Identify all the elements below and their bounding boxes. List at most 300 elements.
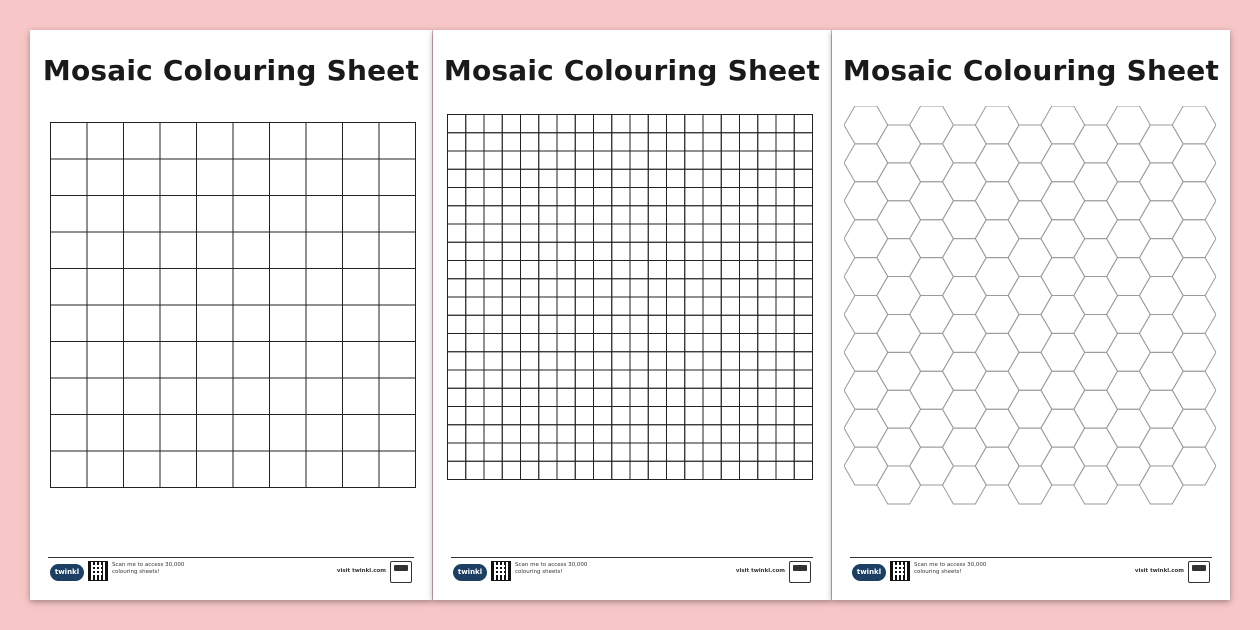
twinkl-logo: twinkl (852, 564, 886, 581)
grid-cell (197, 269, 234, 306)
grid-cell (630, 133, 648, 151)
hexagon-cell (877, 201, 921, 239)
qr-code-icon (491, 561, 511, 581)
grid-cell (612, 352, 630, 370)
grid-cell (794, 443, 812, 461)
hexagon-cell (1172, 106, 1216, 144)
grid-cell (594, 334, 612, 352)
hexagon-cell (942, 163, 986, 201)
grid-cell (630, 169, 648, 187)
grid-cell (521, 334, 539, 352)
grid-cell (667, 370, 685, 388)
grid-cell (233, 232, 270, 269)
grid-cell (87, 378, 124, 415)
colouring-sheet-large-squares (30, 30, 432, 600)
grid-cell (233, 342, 270, 379)
hexagon-cell (844, 409, 888, 447)
quality-badge-icon (390, 561, 412, 583)
grid-cell (575, 188, 593, 206)
grid-cell (776, 151, 794, 169)
hexagon-cell (844, 258, 888, 296)
grid-cell (685, 334, 703, 352)
grid-cell (466, 461, 484, 479)
grid-cell (794, 206, 812, 224)
grid-cell (484, 370, 502, 388)
hexagon-cell (942, 428, 986, 466)
grid-cell (448, 388, 466, 406)
grid-cell (466, 261, 484, 279)
grid-cell (630, 352, 648, 370)
grid-cell (594, 169, 612, 187)
grid-cell (197, 342, 234, 379)
grid-cell (124, 196, 161, 233)
grid-cell (594, 461, 612, 479)
grid-cell (124, 415, 161, 452)
grid-cell (502, 315, 520, 333)
grid-cell (667, 169, 685, 187)
grid-cell (160, 415, 197, 452)
hexagon-cell (1041, 333, 1085, 371)
grid-cell (521, 188, 539, 206)
grid-cell (575, 461, 593, 479)
grid-cell (448, 443, 466, 461)
hexagon-cell (1008, 428, 1052, 466)
hexagon-cell (1107, 447, 1151, 485)
hexagon-cell (1172, 447, 1216, 485)
grid-cell (484, 115, 502, 133)
quality-badge-icon (789, 561, 811, 583)
grid-cell (51, 232, 88, 269)
grid-cell (648, 443, 666, 461)
grid-cell (648, 151, 666, 169)
grid-cell (502, 334, 520, 352)
grid-cell (521, 242, 539, 260)
grid-cell (124, 123, 161, 160)
grid-cell (575, 133, 593, 151)
grid-cell (740, 315, 758, 333)
grid-cell (740, 443, 758, 461)
footer-promo-text: Scan me to access 30,000 colouring sheets! (914, 562, 987, 575)
grid-cell (87, 269, 124, 306)
grid-cell (484, 224, 502, 242)
grid-cell (502, 297, 520, 315)
hexagon-cell (1107, 106, 1151, 144)
grid-cell (51, 159, 88, 196)
grid-cell (648, 224, 666, 242)
grid-cell (630, 297, 648, 315)
hexagon-cell (910, 333, 954, 371)
grid-cell (343, 305, 380, 342)
grid-cell (667, 188, 685, 206)
grid-cell (197, 451, 234, 488)
grid-cell (87, 342, 124, 379)
grid-cell (539, 443, 557, 461)
quality-badge-icon (1188, 561, 1210, 583)
grid-cell (685, 407, 703, 425)
grid-cell (630, 334, 648, 352)
grid-cell (466, 352, 484, 370)
qr-code-icon (88, 561, 108, 581)
hexagon-cell (975, 333, 1019, 371)
grid-cell (466, 279, 484, 297)
grid-cell (794, 133, 812, 151)
grid-cell (51, 342, 88, 379)
grid-cell (758, 279, 776, 297)
grid-cell (87, 123, 124, 160)
grid-cell (448, 461, 466, 479)
grid-cell (539, 151, 557, 169)
grid-cell (343, 159, 380, 196)
grid-cell (594, 425, 612, 443)
hexagon-cell (1172, 371, 1216, 409)
grid-cell (721, 133, 739, 151)
grid-cell (575, 388, 593, 406)
hexagon-cell (1074, 314, 1118, 352)
grid-cell (484, 388, 502, 406)
grid-cell (539, 206, 557, 224)
grid-cell (160, 305, 197, 342)
hexagon-cell (910, 220, 954, 258)
grid-cell (502, 370, 520, 388)
hexagon-cell (877, 163, 921, 201)
grid-cell (594, 407, 612, 425)
grid-cell (758, 115, 776, 133)
sheet-footer (48, 557, 414, 586)
hexagon-cell (910, 371, 954, 409)
grid-cell (539, 388, 557, 406)
grid-cell (502, 242, 520, 260)
grid-cell (612, 297, 630, 315)
grid-cell (160, 378, 197, 415)
hexagon-cell (1172, 409, 1216, 447)
sheet-title: Mosaic Colouring Sheet (42, 54, 420, 87)
grid-cell (521, 224, 539, 242)
grid-cell (594, 388, 612, 406)
grid-cell (612, 188, 630, 206)
grid-cell (484, 169, 502, 187)
grid-cell (466, 425, 484, 443)
grid-cell (612, 370, 630, 388)
grid-cell (539, 188, 557, 206)
grid-cell (685, 206, 703, 224)
grid-cell (740, 425, 758, 443)
grid-cell (557, 315, 575, 333)
grid-cell (306, 415, 343, 452)
grid-cell (466, 407, 484, 425)
grid-cell (197, 123, 234, 160)
grid-cell (448, 334, 466, 352)
grid-cell (270, 196, 307, 233)
grid-cell (233, 159, 270, 196)
grid-cell (758, 425, 776, 443)
hexagon-cell (1139, 466, 1183, 504)
grid-cell (466, 370, 484, 388)
grid-cell (740, 206, 758, 224)
grid-cell (794, 261, 812, 279)
grid-cell (721, 370, 739, 388)
grid-cell (667, 297, 685, 315)
grid-cell (87, 232, 124, 269)
grid-cell (703, 297, 721, 315)
grid-cell (776, 425, 794, 443)
grid-cell (794, 407, 812, 425)
grid-cell (740, 407, 758, 425)
grid-cell (630, 206, 648, 224)
grid-cell (758, 261, 776, 279)
grid-cell (721, 242, 739, 260)
grid-cell (51, 378, 88, 415)
grid-cell (160, 451, 197, 488)
grid-cell (521, 407, 539, 425)
grid-cell (51, 305, 88, 342)
grid-cell (721, 261, 739, 279)
grid-cell (703, 370, 721, 388)
grid-cell (648, 133, 666, 151)
hexagon-cell (1172, 296, 1216, 334)
hexagon-cell (975, 220, 1019, 258)
grid-cell (484, 151, 502, 169)
footer-visit-link[interactable]: visit twinkl.com (735, 568, 785, 574)
grid-cell (685, 370, 703, 388)
hexagon-cell (1041, 182, 1085, 220)
grid-cell (630, 425, 648, 443)
footer-visit-link[interactable]: visit twinkl.com (1134, 568, 1184, 574)
grid-cell (502, 261, 520, 279)
grid-cell (484, 443, 502, 461)
grid-cell (703, 206, 721, 224)
grid-cell (466, 224, 484, 242)
grid-cell (740, 115, 758, 133)
hexagon-cell (1172, 258, 1216, 296)
sheet-footer (451, 557, 813, 586)
grid-cell (233, 451, 270, 488)
grid-cell (466, 188, 484, 206)
hexagon-cell (1074, 428, 1118, 466)
grid-cell (448, 315, 466, 333)
grid-cell (502, 188, 520, 206)
grid-cell (575, 169, 593, 187)
grid-cell (794, 151, 812, 169)
grid-cell (648, 242, 666, 260)
grid-cell (667, 261, 685, 279)
grid-cell (685, 297, 703, 315)
hexagon-cell (1074, 390, 1118, 428)
hexagon-cell (910, 296, 954, 334)
grid-cell (160, 196, 197, 233)
grid-cell (703, 334, 721, 352)
grid-cell (758, 151, 776, 169)
hexagon-cell (910, 144, 954, 182)
hexagon-cell (1008, 277, 1052, 315)
grid-cell (648, 370, 666, 388)
grid-cell (466, 242, 484, 260)
grid-cell (776, 443, 794, 461)
grid-cell (630, 115, 648, 133)
grid-cell (343, 196, 380, 233)
grid-cell (124, 269, 161, 306)
grid-cell (776, 352, 794, 370)
grid-cell (630, 224, 648, 242)
grid-cell (703, 443, 721, 461)
grid-cell (685, 315, 703, 333)
grid-cell (466, 133, 484, 151)
grid-cell (740, 352, 758, 370)
grid-cell (160, 342, 197, 379)
grid-cell (379, 342, 416, 379)
grid-cell (160, 159, 197, 196)
square-grid-10x10 (50, 122, 416, 488)
grid-cell (721, 297, 739, 315)
grid-cell (448, 261, 466, 279)
grid-cell (630, 188, 648, 206)
grid-cell (539, 334, 557, 352)
grid-cell (594, 352, 612, 370)
grid-cell (630, 370, 648, 388)
hexagon-cell (910, 447, 954, 485)
grid-cell (521, 115, 539, 133)
grid-cell (721, 115, 739, 133)
hexagon-cell (877, 390, 921, 428)
grid-cell (612, 388, 630, 406)
hexagon-cell (877, 277, 921, 315)
grid-cell (667, 151, 685, 169)
grid-cell (721, 169, 739, 187)
footer-visit-link[interactable]: visit twinkl.com (336, 568, 386, 574)
grid-cell (740, 461, 758, 479)
hexagon-cell (1139, 201, 1183, 239)
hexagon-cell (1074, 466, 1118, 504)
grid-cell (502, 407, 520, 425)
grid-cell (270, 451, 307, 488)
hexagon-cell (1172, 182, 1216, 220)
grid-cell (484, 297, 502, 315)
grid-cell (197, 378, 234, 415)
grid-cell (521, 388, 539, 406)
grid-cell (758, 388, 776, 406)
hexagon-cell (1041, 144, 1085, 182)
grid-cell (379, 159, 416, 196)
grid-cell (233, 269, 270, 306)
grid-cell (703, 425, 721, 443)
hexagon-cell (942, 125, 986, 163)
grid-cell (484, 133, 502, 151)
grid-cell (740, 388, 758, 406)
grid-cell (721, 279, 739, 297)
grid-cell (233, 305, 270, 342)
grid-cell (306, 123, 343, 160)
hexagon-cell (1139, 277, 1183, 315)
grid-cell (758, 242, 776, 260)
grid-cell (160, 232, 197, 269)
grid-cell (557, 297, 575, 315)
grid-cell (648, 297, 666, 315)
hexagon-cell (910, 106, 954, 144)
hexagon-cell (1008, 314, 1052, 352)
grid-cell (521, 133, 539, 151)
grid-cell (502, 461, 520, 479)
grid-cell (703, 388, 721, 406)
hexagon-cell (1008, 163, 1052, 201)
sheet-footer (850, 557, 1212, 586)
hexagon-cell (1074, 163, 1118, 201)
grid-cell (379, 196, 416, 233)
grid-cell (721, 388, 739, 406)
twinkl-logo: twinkl (50, 564, 84, 581)
grid-cell (379, 378, 416, 415)
grid-cell (594, 224, 612, 242)
grid-cell (87, 415, 124, 452)
hexagon-cell (1008, 390, 1052, 428)
hexagon-cell (942, 390, 986, 428)
grid-cell (794, 279, 812, 297)
grid-cell (539, 133, 557, 151)
qr-code-icon (890, 561, 910, 581)
colouring-sheet-hexagons (832, 30, 1230, 600)
grid-cell (794, 334, 812, 352)
footer-promo-text: Scan me to access 30,000 colouring sheets! (515, 562, 588, 575)
grid-cell (776, 334, 794, 352)
hexagon-cell (844, 333, 888, 371)
hexagon-cell (1074, 352, 1118, 390)
hexagon-cell (1107, 182, 1151, 220)
grid-cell (776, 169, 794, 187)
grid-cell (343, 123, 380, 160)
grid-cell (612, 315, 630, 333)
grid-cell (740, 133, 758, 151)
grid-cell (539, 297, 557, 315)
grid-cell (721, 334, 739, 352)
grid-cell (758, 407, 776, 425)
grid-cell (648, 261, 666, 279)
hexagon-cell (1074, 201, 1118, 239)
grid-cell (758, 169, 776, 187)
grid-cell (612, 279, 630, 297)
grid-cell (612, 461, 630, 479)
grid-cell (648, 352, 666, 370)
hexagon-cell (975, 371, 1019, 409)
grid-cell (612, 133, 630, 151)
grid-cell (466, 169, 484, 187)
grid-cell (197, 159, 234, 196)
grid-cell (448, 206, 466, 224)
grid-cell (484, 279, 502, 297)
grid-cell (594, 297, 612, 315)
grid-cell (484, 407, 502, 425)
grid-cell (594, 206, 612, 224)
hexagon-cell (942, 466, 986, 504)
grid-cell (539, 407, 557, 425)
grid-cell (306, 305, 343, 342)
grid-cell (758, 206, 776, 224)
hexagon-cell (910, 258, 954, 296)
grid-cell (466, 388, 484, 406)
hexagon-cell (1008, 352, 1052, 390)
grid-cell (343, 378, 380, 415)
grid-cell (703, 169, 721, 187)
hexagon-cell (877, 239, 921, 277)
grid-cell (502, 388, 520, 406)
grid-cell (270, 269, 307, 306)
hexagon-cell (1074, 277, 1118, 315)
grid-cell (776, 388, 794, 406)
hexagon-cell (1139, 239, 1183, 277)
hexagon-cell (844, 144, 888, 182)
grid-cell (648, 334, 666, 352)
grid-cell (575, 425, 593, 443)
grid-cell (612, 425, 630, 443)
grid-cell (557, 370, 575, 388)
grid-cell (740, 242, 758, 260)
